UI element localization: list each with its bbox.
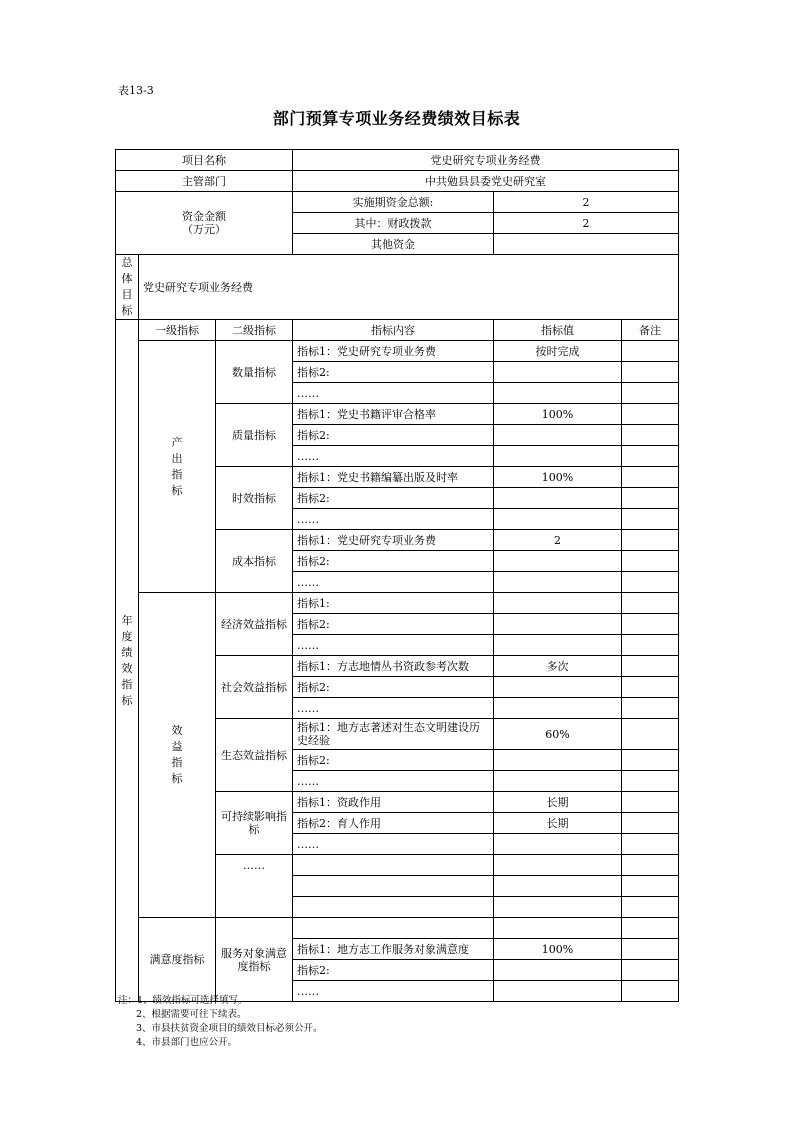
funds-label-cell — [116, 192, 293, 255]
indicator-content: 指标1：党史研究专项业务费 — [293, 341, 494, 362]
satisfaction-indicator-label: 满意度指标 — [139, 918, 216, 1002]
indicator-note — [622, 467, 679, 488]
indicator-note — [622, 425, 679, 446]
social-indicator-label: 社会效益指标 — [216, 656, 293, 719]
col-value: 指标值 — [494, 320, 622, 341]
other-funds-label: 其他资金 — [293, 234, 494, 255]
indicator-note — [622, 509, 679, 530]
indicator-content: …… — [293, 698, 494, 719]
indicator-content — [293, 897, 494, 918]
indicator-value — [494, 834, 622, 855]
col-level2: 二级指标 — [216, 320, 293, 341]
indicator-value — [494, 446, 622, 467]
indicator-value: 2 — [494, 530, 622, 551]
indicator-note — [622, 446, 679, 467]
indicator-note — [622, 792, 679, 813]
indicator-content: 指标2: — [293, 362, 494, 383]
economic-indicator-label: 经济效益指标 — [216, 593, 293, 656]
department-row — [116, 171, 679, 192]
indicator-content: …… — [293, 509, 494, 530]
project-name-label: 项目名称 — [116, 150, 293, 171]
total-funds-label: 实施期资金总额: — [293, 192, 494, 213]
indicator-note — [622, 897, 679, 918]
other-funds-value — [494, 234, 679, 255]
indicator-value — [494, 383, 622, 404]
quantity-indicator-label: 数量指标 — [216, 341, 293, 404]
indicator-content: …… — [293, 572, 494, 593]
indicator-value — [494, 509, 622, 530]
indicator-note — [622, 341, 679, 362]
table-number: 表13-3 — [118, 84, 154, 97]
indicator-note — [622, 719, 679, 750]
footnote-2: 2、根据需要可往下续表。 — [136, 1009, 247, 1020]
indicator-content: 指标1：党史研究专项业务费 — [293, 530, 494, 551]
service-satisfaction-label: 服务对象满意度指标 — [216, 918, 293, 1002]
indicator-value — [494, 918, 622, 939]
table-row — [116, 341, 679, 362]
total-funds-value: 2 — [494, 192, 679, 213]
benefit-indicator-label: 效益指标 — [139, 593, 216, 918]
col-note: 备注 — [622, 320, 679, 341]
indicator-note — [622, 750, 679, 771]
fiscal-funds-label: 其中：财政拨款 — [293, 213, 494, 234]
indicator-note — [622, 488, 679, 509]
fiscal-funds-value: 2 — [494, 213, 679, 234]
footnote-4: 4、市县部门也应公开。 — [136, 1037, 238, 1048]
indicator-content: 指标1: — [293, 593, 494, 614]
indicator-note — [622, 876, 679, 897]
indicator-note — [622, 698, 679, 719]
indicator-note — [622, 656, 679, 677]
table-row — [116, 593, 679, 614]
indicator-content: 指标2：育人作用 — [293, 813, 494, 834]
indicator-note — [622, 677, 679, 698]
indicator-content: 指标2: — [293, 677, 494, 698]
output-indicator-label: 产出指标 — [139, 341, 216, 593]
indicator-value — [494, 897, 622, 918]
indicator-content: 指标1：资政作用 — [293, 792, 494, 813]
indicator-content: 指标1：地方志工作服务对象满意度 — [293, 939, 494, 960]
indicator-value: 100% — [494, 939, 622, 960]
indicator-note — [622, 530, 679, 551]
indicator-value — [494, 855, 622, 876]
indicator-content: 指标2: — [293, 614, 494, 635]
performance-table — [115, 149, 679, 1002]
footnotes — [118, 994, 323, 1050]
more-level2-label: …… — [216, 855, 293, 918]
funds-unit: （万元） — [182, 223, 227, 236]
indicator-value: 100% — [494, 404, 622, 425]
indicator-note — [622, 960, 679, 981]
indicator-content: …… — [293, 635, 494, 656]
indicator-note — [622, 939, 679, 960]
project-name-value: 党史研究专项业务经费 — [293, 150, 679, 171]
indicator-content: 指标2: — [293, 488, 494, 509]
indicator-value — [494, 876, 622, 897]
indicator-content: 指标2: — [293, 425, 494, 446]
indicator-note — [622, 635, 679, 656]
indicator-value — [494, 960, 622, 981]
quality-indicator-label: 质量指标 — [216, 404, 293, 467]
indicator-value — [494, 981, 622, 1002]
indicator-value — [494, 677, 622, 698]
indicator-value — [494, 425, 622, 446]
indicator-value: 长期 — [494, 813, 622, 834]
indicator-content: 指标2: — [293, 750, 494, 771]
indicator-note — [622, 593, 679, 614]
indicator-value: 60% — [494, 719, 622, 750]
timeliness-indicator-label: 时效指标 — [216, 467, 293, 530]
indicator-value — [494, 593, 622, 614]
indicator-value — [494, 771, 622, 792]
indicator-value: 长期 — [494, 792, 622, 813]
project-name-row — [116, 150, 679, 171]
department-value: 中共勉县县委党史研究室 — [293, 171, 679, 192]
col-level1: 一级指标 — [139, 320, 216, 341]
funds-label: 资金金额 — [182, 210, 227, 223]
indicator-content: 指标1：地方志著述对生态文明建设历史经验 — [293, 719, 494, 750]
funds-total-row — [116, 192, 679, 213]
indicator-note — [622, 614, 679, 635]
footnote-1: 注：1、绩效指标可选择填写。 — [118, 995, 248, 1006]
indicator-content: …… — [293, 834, 494, 855]
indicator-note — [622, 855, 679, 876]
indicator-content — [293, 876, 494, 897]
indicator-content: …… — [293, 981, 494, 1002]
indicator-value — [494, 750, 622, 771]
indicator-value — [494, 551, 622, 572]
indicator-content: 指标1：党史书籍评审合格率 — [293, 404, 494, 425]
column-header-row — [116, 320, 679, 341]
cost-indicator-label: 成本指标 — [216, 530, 293, 593]
page-title: 部门预算专项业务经费绩效目标表 — [272, 109, 521, 128]
indicator-content — [293, 918, 494, 939]
table-row — [116, 918, 679, 939]
indicator-note — [622, 551, 679, 572]
indicator-content: 指标2: — [293, 551, 494, 572]
indicator-content: 指标2: — [293, 960, 494, 981]
indicator-note — [622, 813, 679, 834]
overall-goal-label: 总体目标 — [116, 255, 139, 320]
indicator-content: …… — [293, 383, 494, 404]
footnote-3: 3、市县扶贫资金项目的绩效目标必须公开。 — [136, 1023, 323, 1034]
indicator-note — [622, 362, 679, 383]
indicator-note — [622, 771, 679, 792]
indicator-value — [494, 635, 622, 656]
annual-indicator-label: 年度绩效指标 — [116, 320, 139, 1002]
indicator-note — [622, 918, 679, 939]
indicator-content: …… — [293, 771, 494, 792]
indicator-value — [494, 614, 622, 635]
indicator-value — [494, 572, 622, 593]
indicator-value: 100% — [494, 467, 622, 488]
indicator-content: …… — [293, 446, 494, 467]
indicator-note — [622, 981, 679, 1002]
indicator-value — [494, 362, 622, 383]
indicator-content: 指标1：方志地情丛书资政参考次数 — [293, 656, 494, 677]
overall-goal-row — [116, 255, 679, 320]
indicator-note — [622, 834, 679, 855]
indicator-value: 多次 — [494, 656, 622, 677]
indicator-note — [622, 572, 679, 593]
indicator-value — [494, 698, 622, 719]
sustain-indicator-label: 可持续影响指标 — [216, 792, 293, 855]
col-content: 指标内容 — [293, 320, 494, 341]
indicator-content: 指标1：党史书籍编纂出版及时率 — [293, 467, 494, 488]
department-label: 主管部门 — [116, 171, 293, 192]
eco-indicator-label: 生态效益指标 — [216, 719, 293, 792]
indicator-value: 按时完成 — [494, 341, 622, 362]
indicator-note — [622, 404, 679, 425]
indicator-content — [293, 855, 494, 876]
indicator-note — [622, 383, 679, 404]
overall-goal-content: 党史研究专项业务经费 — [139, 255, 679, 320]
indicator-value — [494, 488, 622, 509]
